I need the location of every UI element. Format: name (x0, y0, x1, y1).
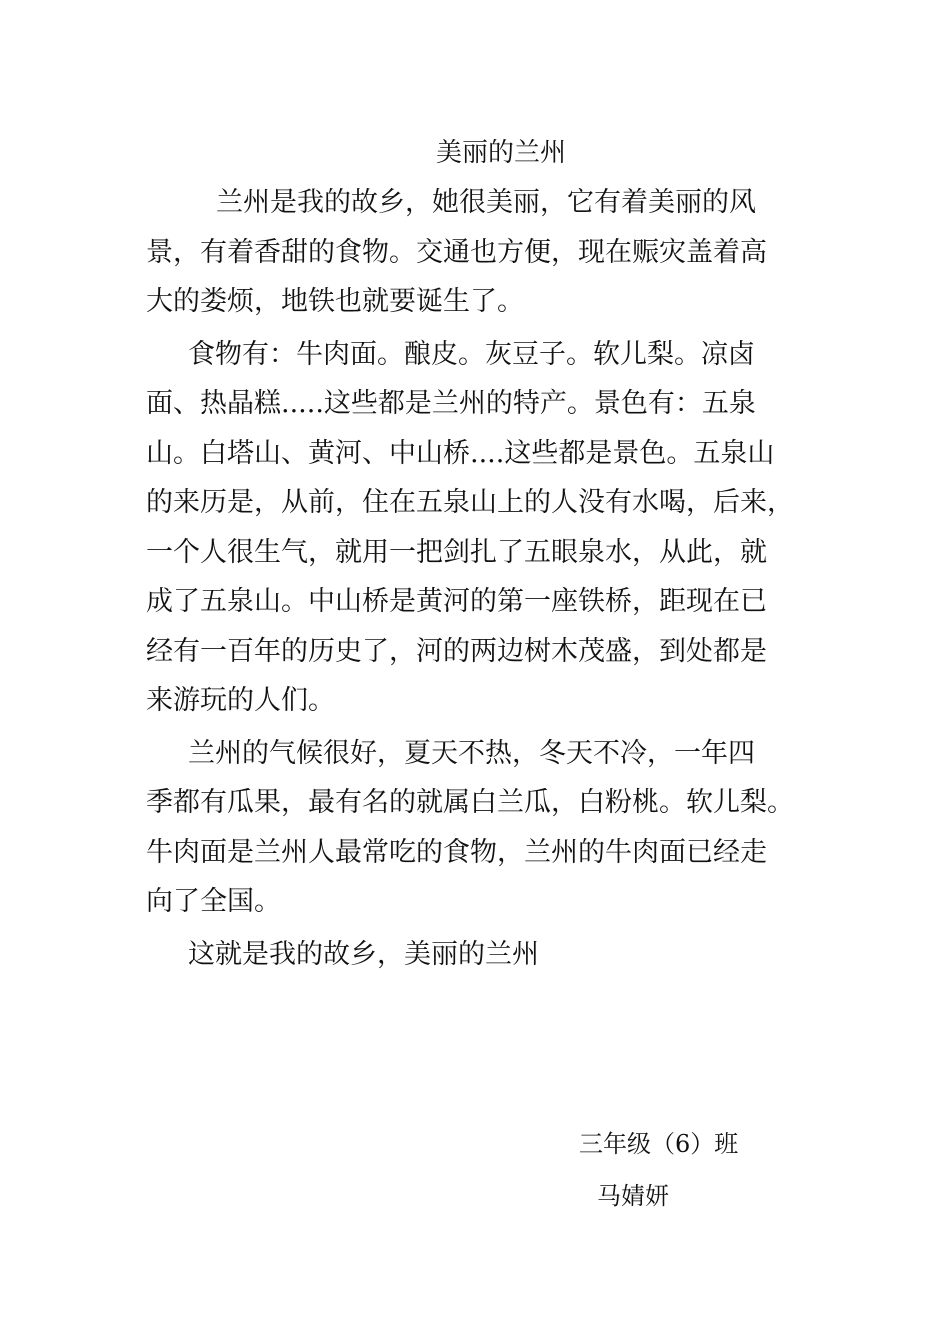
paragraph-4-line-1: 这就是我的故乡，美丽的兰州 (188, 938, 539, 970)
paragraph-2-line-5: 一个人很生气，就用一把剑扎了五眼泉水，从此，就 (146, 536, 767, 568)
paragraph-1-line-1: 兰州是我的故乡，她很美丽，它有着美丽的风 (216, 187, 756, 218)
paragraph-2 (146, 330, 836, 726)
paragraph-2-line-6: 成了五泉山。中山桥是黄河的第一座铁桥，距现在已 (146, 586, 767, 617)
paragraph-1 (146, 178, 836, 327)
document-title: 美丽的兰州 (435, 138, 566, 168)
paragraph-1-line-2: 景，有着香甜的食物。交通也方便，现在赈灾盖着高 (146, 236, 767, 268)
document-body (146, 178, 836, 979)
paragraph-4 (146, 930, 836, 980)
signature-class: 三年级（6）班 (579, 1130, 739, 1158)
paragraph-2-line-1: 食物有：牛肉面。酿皮。灰豆子。软儿梨。凉卤 (188, 338, 755, 370)
paragraph-2-line-4: 的来历是，从前，住在五泉山上的人没有水喝，后来， (146, 487, 794, 518)
paragraph-2-line-3: 山。白塔山、黄河、中山桥....这些都是景色。五泉山 (146, 437, 775, 469)
paragraph-3-line-3: 牛肉面是兰州人最常吃的食物，兰州的牛肉面已经走 (146, 836, 767, 868)
paragraph-2-line-7: 经有一百年的历史了，河的两边树木茂盛，到处都是 (146, 635, 767, 667)
paragraph-1-line-3: 大的娄烦，地铁也就要诞生了。 (146, 286, 524, 317)
paragraph-3-line-4: 向了全国。 (146, 886, 281, 917)
paragraph-2-line-2: 面、热晶糕.....这些都是兰州的特产。景色有：五泉 (146, 388, 756, 419)
paragraph-2-line-8: 来游玩的人们。 (146, 685, 335, 716)
paragraph-3-line-1: 兰州的气候很好，夏天不热，冬天不冷，一年四 (188, 737, 755, 769)
paragraph-3 (146, 729, 836, 927)
signature-name: 马婧妍 (597, 1182, 669, 1210)
paragraph-3-line-2: 季都有瓜果，最有名的就属白兰瓜，白粉桃。软儿梨。 (146, 787, 794, 818)
